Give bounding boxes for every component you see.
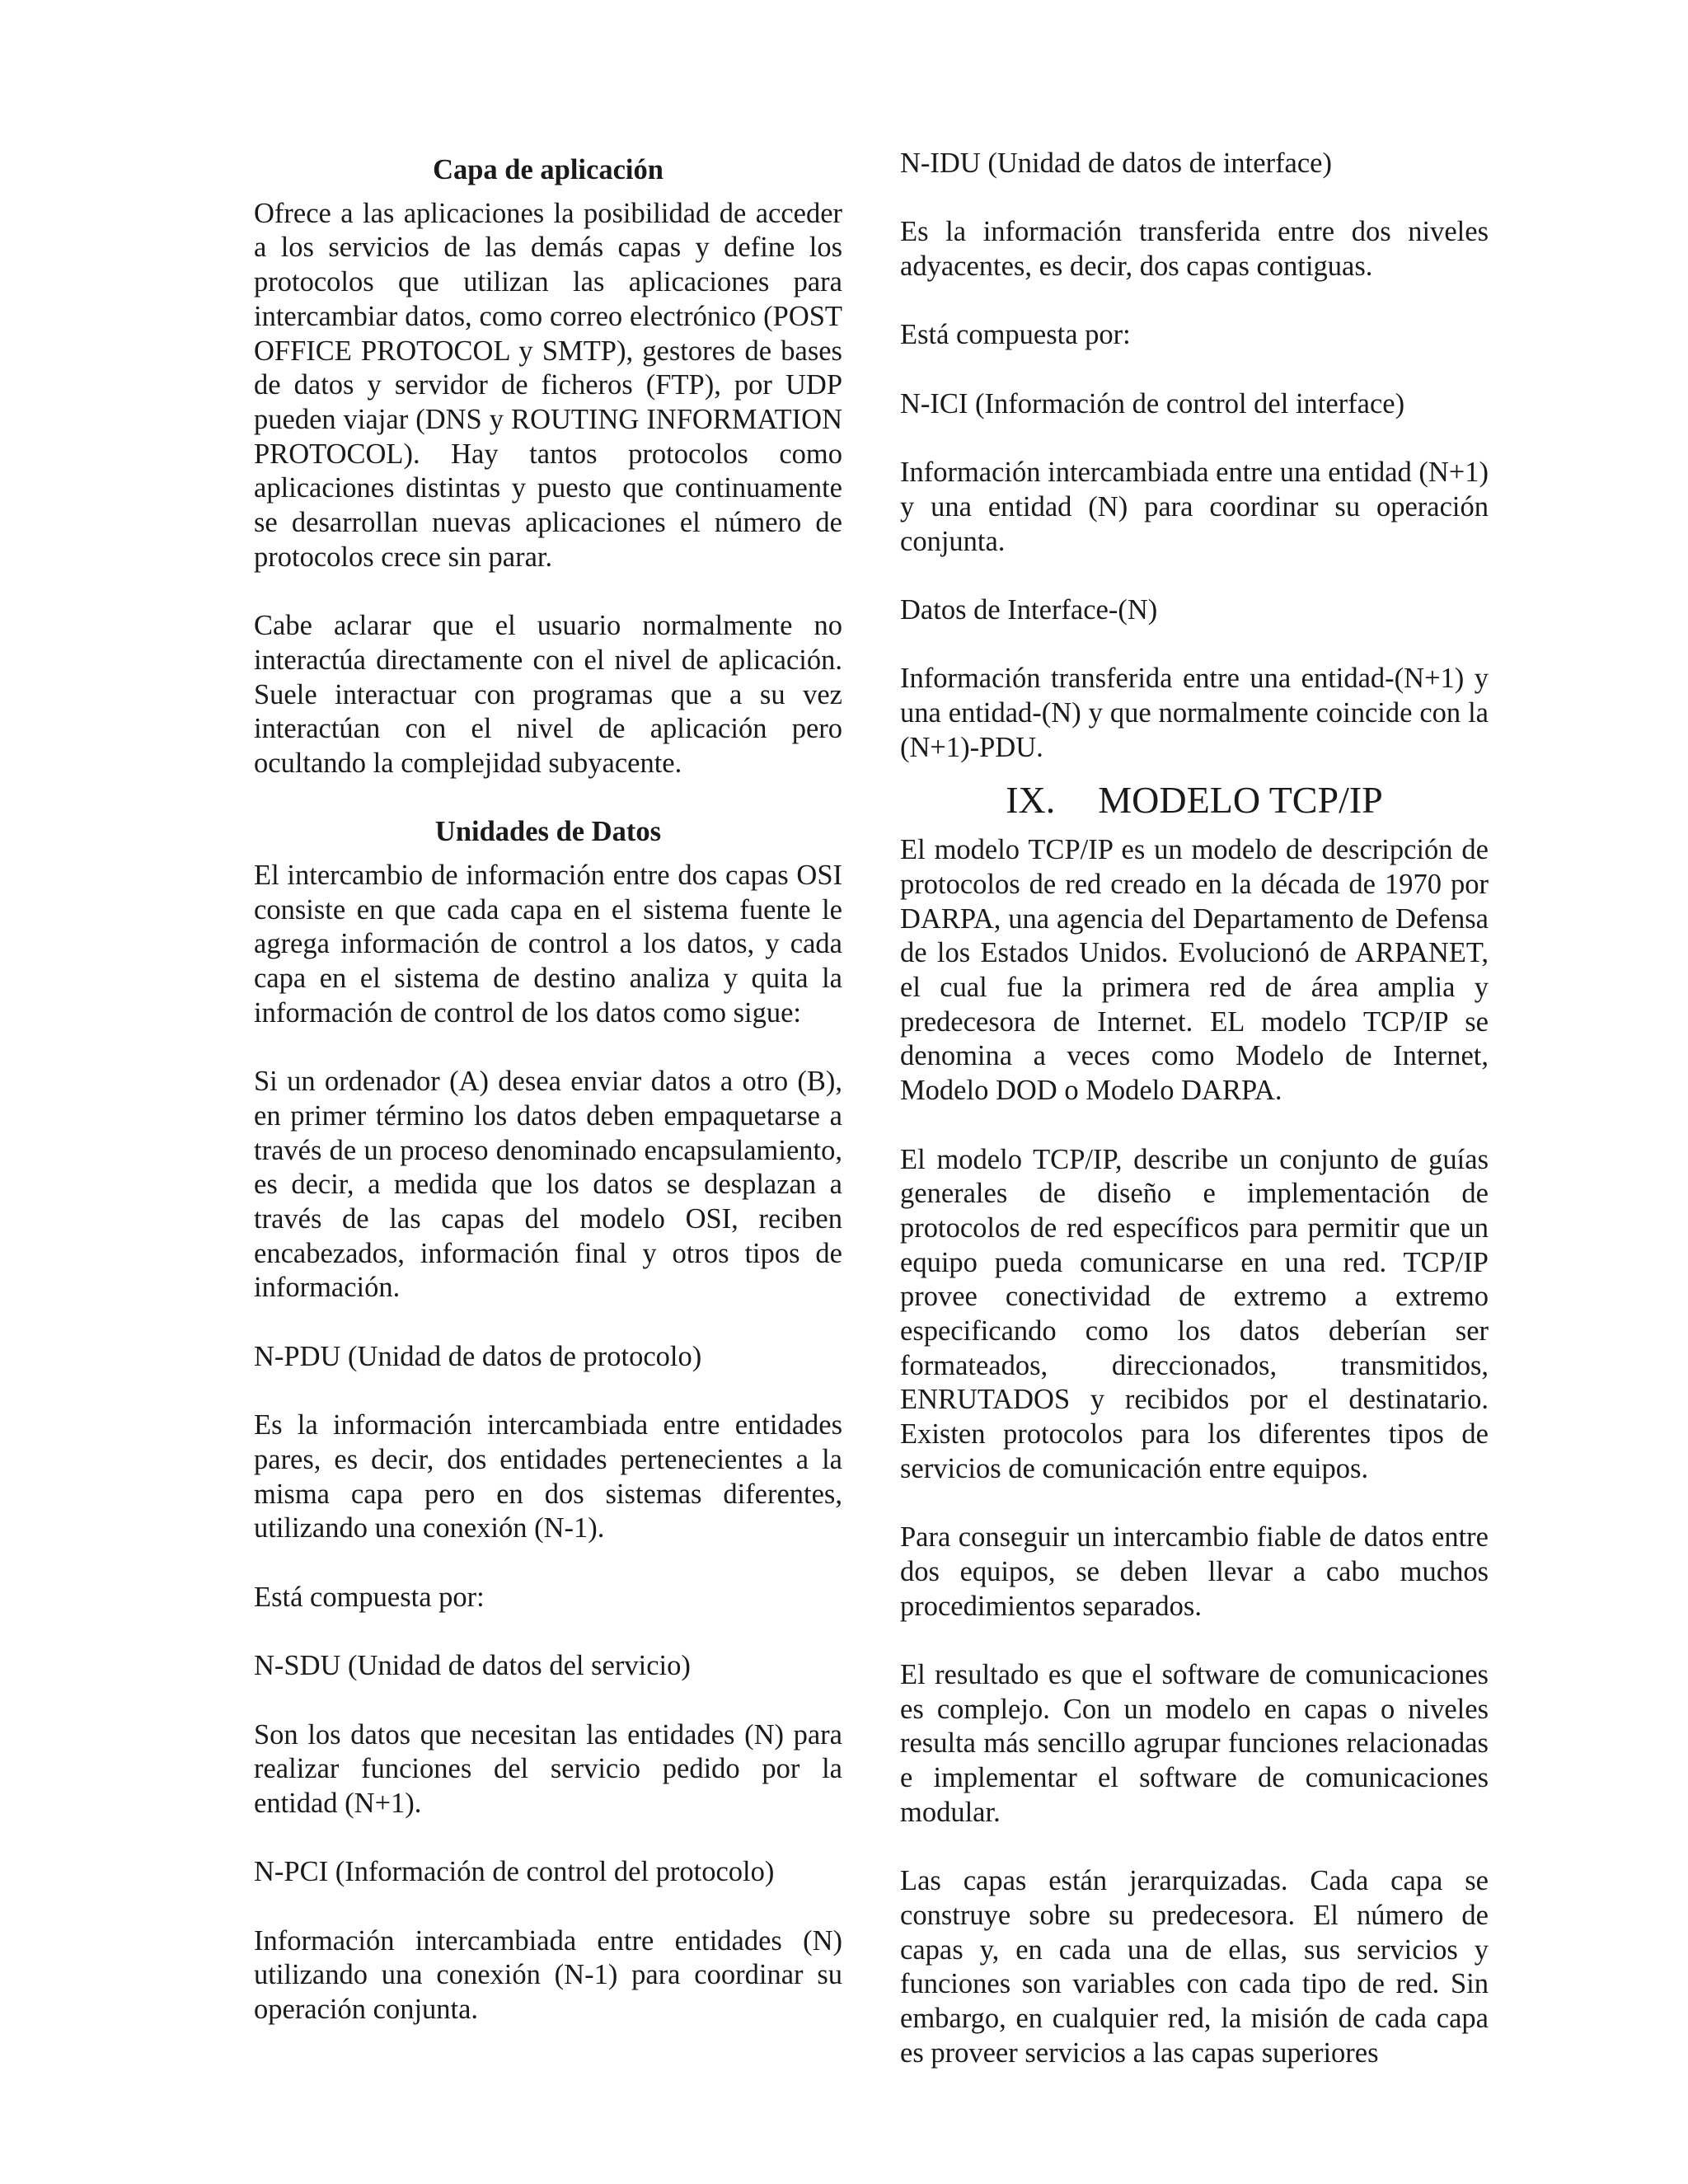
paragraph: El modelo TCP/IP, describe un conjunto de guías generales de diseño e implementación de protocolos de red específicos para permitir que un equipo pueda comunicarse en una red. TCP/IP provee conectividad de extremo a extremo especificando como los datos deberían ser formateados, direccionados, transmitidos, ENRUTADOS y recibidos por el destinatario. Existen protocolos para los diferentes tipos de servicios de comunicación entre equipos. <box>900 1143 1489 1484</box>
paragraph: Está compuesta por: <box>900 319 1131 351</box>
paragraph: Información intercambiada entre entidades (N) utilizando una conexión (N-1) para coordinar su operación conjunta. <box>254 1924 842 2026</box>
paragraph: Información intercambiada entre una entidad (N+1) y una entidad (N) para coordinar su operación conjunta. <box>900 457 1489 557</box>
paragraph: Es la información transferida entre dos niveles adyacentes, es decir, dos capas contiguas. <box>900 216 1489 283</box>
paragraph: N-IDU (Unidad de datos de interface) <box>900 148 1332 179</box>
section-heading <box>900 777 1489 823</box>
paragraph: El resultado es que el software de comunicaciones es complejo. Con un modelo en capas o niveles resulta más sencillo agrupar funciones relacionadas e implementar el software de comunicaciones modular. <box>900 1659 1489 1828</box>
paragraph: N-ICI (Información de control del interface) <box>900 387 1405 419</box>
left-column <box>254 147 842 2062</box>
section-number: IX. <box>1006 779 1056 822</box>
paragraph: Es la información intercambiada entre entidades pares, es decir, dos entidades pertenecientes a la misma capa pero en dos sistemas diferentes, utilizando una conexión (N-1). <box>254 1409 842 1544</box>
paragraph: N-PDU (Unidad de datos de protocolo) <box>254 1340 702 1372</box>
paragraph: Son los datos que necesitan las entidades (N) para realizar funciones del servicio pedido por la entidad (N+1). <box>254 1718 842 1819</box>
paragraph: Información transferida entre una entidad-(N+1) y una entidad-(N) y que normalmente coincide con la (N+1)-PDU. <box>900 663 1489 763</box>
paragraph: Ofrece a las aplicaciones la posibilidad de acceder a los servicios de las demás capas y define los protocolos que utilizan las aplicaciones para intercambiar datos, como correo electrónico (POST OFFICE PROTOCOL y SMTP), gestores de bases de datos y servidor de ficheros (FTP), por UDP pueden viajar (DNS y ROUTING INFORMATION PROTOCOL). Hay tantos protocolos como aplicaciones distintas y puesto que continuamente se desarrollan nuevas aplicaciones el número de protocolos crece sin parar. <box>254 197 842 573</box>
paragraph: El modelo TCP/IP es un modelo de descripción de protocolos de red creado en la década de 1970 por DARPA, una agencia del Departamento de Defensa de los Estados Unidos. Evolucionó de ARPANET, el cual fue la primera red de área amplia y predecesora de Internet. EL modelo TCP/IP se denomina a veces como Modelo de Internet, Modelo DOD o Modelo DARPA. <box>900 834 1489 1107</box>
paragraph: Las capas están jerarquizadas. Cada capa se construye sobre su predecesora. El número de capas y, en cada una de ellas, sus servicios y funciones son variables con cada tipo de red. Sin embargo, en cualquier red, la misión de cada capa es proveer servicios a las capas superiores <box>900 1865 1489 2069</box>
paragraph: Está compuesta por: <box>254 1581 485 1613</box>
paragraph: Datos de Interface-(N) <box>900 594 1158 626</box>
paragraph: N-PCI (Información de control del protocolo) <box>254 1856 775 1888</box>
paragraph: El intercambio de información entre dos capas OSI consiste en que cada capa en el sistema fuente le agrega información de control a los datos, y cada capa en el sistema de destino analiza y quita la información de control de los datos como sigue: <box>254 860 842 1029</box>
right-column <box>900 147 1489 2105</box>
paragraph: N-SDU (Unidad de datos del servicio) <box>254 1650 691 1682</box>
paragraph: Para conseguir un intercambio fiable de datos entre dos equipos, se deben llevar a cabo muchos procedimientos separados. <box>900 1521 1489 1622</box>
paragraph: Cabe aclarar que el usuario normalmente no interactúa directamente con el nivel de aplicación. Suele interactuar con programas que a su vez interactúan con el nivel de aplicación pero ocultando la complejidad subyacente. <box>254 610 842 779</box>
heading-capa-de-aplicacion: Capa de aplicación <box>433 154 663 185</box>
paragraph: Si un ordenador (A) desea enviar datos a otro (B), en primer término los datos deben empaquetarse a través de un proceso denominado encapsulamiento, es decir, a medida que los datos se desplazan a través de las capas del modelo OSI, reciben encabezados, información final y otros tipos de información. <box>254 1066 842 1304</box>
heading-unidades-de-datos: Unidades de Datos <box>434 816 662 848</box>
section-title: MODELO TCP/IP <box>1098 779 1383 822</box>
